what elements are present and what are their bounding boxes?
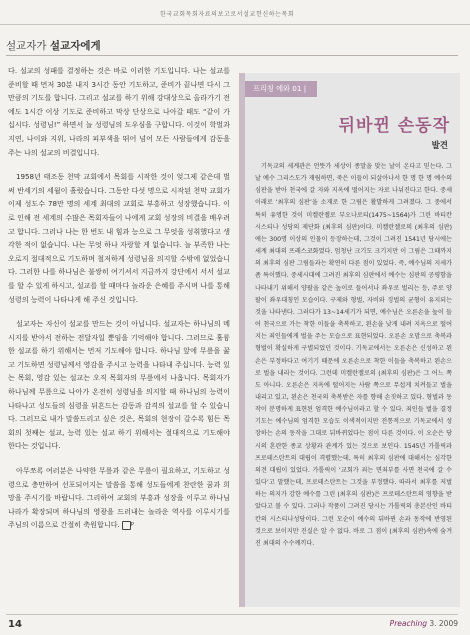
top-divider [0,24,470,25]
main-article-column [8,64,230,543]
issue-date: 3. 2009 [429,619,458,628]
sidebar-body [255,161,452,550]
running-head: 한국교회목회자료의보고로서설교헌신하는목회 [160,11,295,18]
section-tag [6,38,101,53]
sidebar-header: 프리칭 에와 01 | [245,81,317,97]
footer-divider [6,614,458,615]
sidebar-title: 뒤바뀐 손동작 [338,116,450,136]
section-prefix: 설교자가 [6,40,47,52]
magazine-name: Preaching [389,619,427,628]
article-paragraph-text: 아무쪼록 여러분은 나약한 무릎과 같은 무릎이 필요하고, 기도하고 성령으로 충만하여 선포되어지는 말씀을 통해 성도들에게 찬란한 꿈과 희망을 주시기를 바랍니다. 그리하여 교회의 부흥과 성장을 이루고 하나님 나라가 확장되며 하나님의 영광을 드러내는 놀라운 역사를 이루시기를 주님의 이름으로 간절히 축원합니다. [8,466,230,530]
section-divider [6,55,458,56]
sidebar-author: 발견 [431,141,448,151]
article-paragraph [8,464,230,532]
magazine-footer [390,619,458,628]
article-paragraph: 1958년 태조동 천막 교회에서 목회를 시작한 것이 엊그제 같은데 벌써 반세기의 세월이 흘렀습니다. 그동안 다섯 명으로 시작된 천막 교회가 이제 성도수 78만 명의 세계 최대의 교회로 부흥하고 성장했습니다. 이로 인해 전 세계의 수많은 목회자들이 나에게 교회 성장의 비결을 배우려고 합니다. 그러나 나는 한 번도 내 힘과 능으로 그 무엇을 성취했다고 생각한 적이 없습니다. 나는 무엇 하나 자랑할 게 없습니다. 늘 부족한 나는 오로지 절대적으로 기도하며 철저하게 성령님을 의지할 수밖에 없었습니다. 그러한 나를 하나님은 불쌍히 여기셔서 지금까지 강단에서 서서 설교를 할 수 있게 하시고, 설교를 할 때마다 놀라운 은혜를 주시며 나를 통해 성령의 능력이 나타나게 해 주신 것입니다. [8,172,230,304]
article-paragraph: 다. 설교의 성패를 결정하는 것은 바로 이러한 기도입니다. 나는 설교를 준비할 때 먼저 30분 내지 3시간 동안 기도하고, 준비가 끝나면 다시 그만큼의 기도를 합니다. 그리고 설교를 하기 위해 강대상으로 올라가기 전에도 1시간 이상 기도로 준비하고 막상 단상으로 나아갈 때도 “같이 가십시다. 성령님!” 하면서 늘 성령님의 도우심을 구합니다. 이것이 학벌과 지연, 나이와 지위, 나라의 피부색을 뛰어 넘어 모든 사람들에게 감동을 주는 나의 설교의 비결입니다. [8,66,230,157]
sidebar-box [239,73,460,607]
page-number: 14 [8,619,22,630]
article-paragraph: 설교자는 자신이 설교를 만드는 것이 아닙니다. 설교자는 하나님의 메시지를 받아서 전하는 전달자일 뿐임을 기억해야 합니다. 그러므로 훌륭한 설교를 하기 위해서는 먼저 기도해야 합니다. 하나님 앞에 무릎을 꿇고 기도하면 성령님께서 영감을 주시고 능력을 나타내 주십니다. 능력 있는 목회, 영감 있는 설교는 오직 목회자의 무릎에서 나옵니다. 목회자가 하나님께 무릎으로 나아가 온전히 성령님을 의지할 때 하나님의 능력이 나타나고 성도들의 심령을 뒤흔드는 감동과 감격의 설교를 할 수 있습니다. 그러므로 내가 말씀드리고 싶은 것은, 목회의 현장이 갈수록 힘든 목회의 첫째는 설교, 능력 있는 설교 하기 위해서는 절대적으로 기도해야 한다는 것입니다. [8,319,230,451]
sidebar-paragraph: 기독교의 세계관은 언뜻가 세상이 종말을 맞는 날이 온다고 믿는다. 그날 예수 그리스도가 재림하면, 죽은 이들이 되살아나서 한 명 한 명 예수의 심판을 받아 천국에 갈 자와 지옥에 떨어지는 자로 나뉘진다고 한다. 중세 이래로 ‘최후의 심판’을 소재로 한 그림은 활발하게 그려졌다. 그 중에서 특히 유명한 것이 미켈란젤로 부오나로티(1475~1564)가 그린 바티칸 시스티나 성당의 제단화 (최후의 심판)이다. 미켈란젤로의 (최후의 심판)에는 300명 이상의 인물이 등장하는데, 그것이 그려진 1541년 당시에는 세계 최대의 프레스코화였다. 엄청난 크기도 크기지만 이 그림은 그때까지의 최후의 심판 그림들과는 확연히 다른 점이 있었다. 즉, 예수님의 지세가 좀 특이했다. 중세시대에 그려진 최후의 심판에서 예수는 심판의 공평함을 나타내기 위해서 양팔을 같은 높이로 들어서나 좌우로 벌리는 등, 주로 양팔이 좌우대칭인 모습이다. 구제와 형벌, 자비와 징벌의 균형이 유지되는 것을 나타낸다. 그러다가 13~14세기가 되면, 예수님은 오른손을 높이 들어 천국으로 가는 착한 이들을 축복하고, 왼손을 낮게 내려 지옥으로 떨어지는 죄인들에게 벌을 주는 모습으로 표현되었다. 오른손 오맘으로 축복과 형벌이 확실하게 구별되었던 것이다. 기독교에서는 오른손은 신성하고 왼손은 부정하다고 여기기 때문에 오른손으로 착한 이들을 축복하고 왼손으로 벌을 내리는 것이다. 그런데 미켈란젤로의 (최후의 심판)은 그 어느 쪽도 아니다. 오른손은 지옥에 떨어지는 사람 쪽으로 무섭게 치켜들고 벌을 내리고 있고, 왼손은 천국의 축복받은 자를 향해 손짓하고 있다. 형벌과 동작이 분명하게 표현된 엄격한 예수님이라고 할 수 있다. 죄인들 벌을 결정 기도는 예수님의 엄격한 모습도 이색적이지만 전통적으로 기독교에서 성장하는 손의 동작을 그대로 뒤바뀌었다는 점이 다른 것이다. 이 오순은 당시의 혼란한 종교 상황과 관계가 있는 것으로 보인다. 1545년 가톨릭과 프로테스탄트의 대립이 격렬했는데, 특히 최후의 심판에 대해서는 심각한 의견 대립이 있었다. 가톨릭이 ‘교회가 죄는 면죄부를 사면 천국에 갈 수 있다’고 말했는데, 프로테스탄트는 그것을 부정했다. 따라서 최후를 저벌하는 의지가 강한 예수를 그린 (최후의 심판)은 프로테스탄트의 영향을 받았다고 볼 수 있다. 그러나 작품이 그려진 당시는 가톨릭의 총본산인 바티칸의 시스티나성당이다. 그런 모순이 예수의 뒤바뀐 손과 동작에 반영된 것으로 보이지만 진실은 알 수 없다. 바로 그 점이 (최후의 심판)속에 숨겨진 최대의 수수께끼다. [255,163,452,547]
section-title: 설교자에게 [49,40,101,52]
end-mark-icon: P [122,521,131,530]
